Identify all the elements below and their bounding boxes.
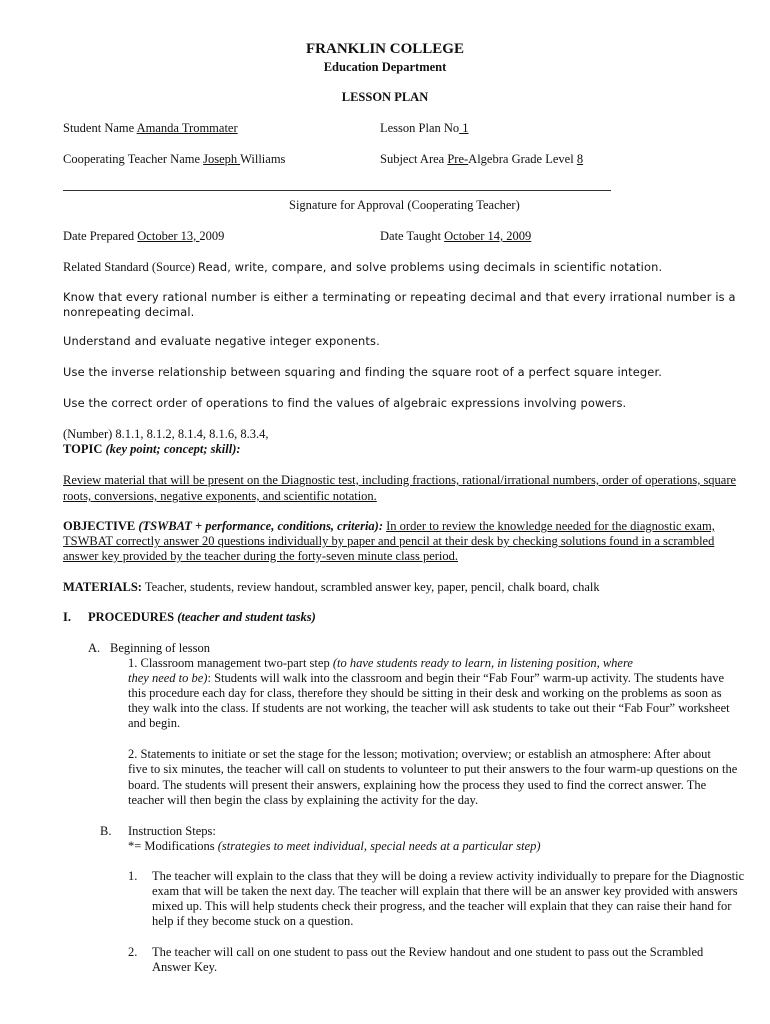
student-name-value: Amanda Trommater — [136, 121, 238, 135]
section-a-title: Beginning of lesson — [110, 641, 210, 655]
a1-line-2-text: : Students will walk into the classroom and begin their “Fab Four” warm-up activity. The students have — [207, 671, 725, 685]
objective-label-italic: (TSWBAT + performance, conditions, criteria): — [138, 519, 387, 533]
grade-level-label: Grade Level — [508, 152, 577, 166]
modifications-line — [128, 838, 541, 854]
b1-line-1: The teacher will explain to the class that they will be doing a review activity individually to prepare for the Diagnostic — [152, 869, 745, 883]
subject-area-prefix: Pre- — [447, 152, 469, 166]
a1-line-1-italic: (to have students ready to learn, in listening position, where — [332, 656, 633, 670]
topic-heading — [63, 441, 241, 457]
related-standard-text: Read, write, compare, and solve problems using decimals in scientific notation. — [198, 260, 663, 274]
document-title: LESSON PLAN — [341, 90, 429, 104]
objective-text-line-2: TSWBAT correctly answer 20 questions individually by paper and pencil at their desk by checking solutions found in a scrambled — [63, 534, 715, 548]
a2-line-2: five to six minutes, the teacher will call on students to volunteer to put their answers to the four warm-up questions on the — [128, 762, 738, 776]
topic-label-italic: (key point; concept; skill): — [105, 442, 241, 456]
subject-area-label: Subject Area — [380, 152, 448, 166]
b1-line-3: mixed up. This will help students check their progress, and the teacher will explain that they can raise their hand for — [152, 899, 732, 913]
cooperating-teacher-line — [63, 151, 285, 167]
date-prepared-line — [63, 228, 224, 244]
standard-item-3: Understand and evaluate negative integer exponents. — [63, 334, 380, 348]
a1-line-1 — [128, 655, 633, 671]
cooperating-teacher-label: Cooperating Teacher Name — [63, 152, 204, 166]
lesson-plan-number-label: Lesson Plan No — [380, 121, 460, 135]
lesson-plan-number-value: 1 — [459, 121, 469, 135]
a1-line-2 — [128, 670, 724, 686]
procedures-label-italic: (teacher and student tasks) — [177, 610, 316, 624]
date-taught-value: October 14, 2009 — [444, 229, 532, 243]
date-prepared-year: 2009 — [199, 229, 225, 243]
grade-level-value: 8 — [576, 152, 584, 166]
standard-item-2-line-1: Know that every rational number is either a terminating or repeating decimal and that every irrational number is a — [63, 290, 736, 304]
student-name-label: Student Name — [63, 121, 137, 135]
b2-number: 2. — [128, 945, 138, 959]
lesson-plan-number-line — [380, 120, 469, 136]
a1-line-2-italic: they need to be) — [128, 671, 208, 685]
objective-heading — [63, 518, 715, 534]
b1-line-2: exam that will be taken the next day. The teacher will explain that there will be an answer key provided with answers — [152, 884, 738, 898]
standard-numbers: (Number) 8.1.1, 8.1.2, 8.1.4, 8.1.6, 8.3.4, — [63, 427, 269, 441]
materials-text: Teacher, students, review handout, scrambled answer key, paper, pencil, chalk board, chalk — [141, 580, 600, 594]
date-taught-line — [380, 228, 531, 244]
a1-line-4: they walk into the class. If students are not working, the teacher will ask students to take out their “Fab Four” worksheet — [128, 701, 730, 715]
objective-text-line-3: answer key provided by the teacher during the forty-seven minute class period. — [63, 549, 459, 563]
section-b-letter: B. — [100, 824, 112, 838]
date-taught-label: Date Taught — [380, 229, 445, 243]
related-standard-line — [63, 258, 662, 276]
section-b-title: Instruction Steps: — [128, 824, 216, 838]
modifications-label: *= Modifications — [128, 839, 218, 853]
b2-line-1: The teacher will call on one student to pass out the Review handout and one student to pass out the Scrambled — [152, 945, 704, 959]
section-a-letter: A. — [88, 641, 101, 655]
standard-item-5: Use the correct order of operations to find the values of algebraic expressions involving powers. — [63, 396, 627, 410]
a2-line-1: 2. Statements to initiate or set the stage for the lesson; motivation; overview; or establish an atmosphere: After about — [128, 747, 711, 761]
date-prepared-label: Date Prepared — [63, 229, 138, 243]
procedures-label: PROCEDURES — [88, 610, 178, 624]
date-prepared-value-underlined: October 13, — [137, 229, 200, 243]
subject-grade-line — [380, 151, 583, 167]
signature-line — [63, 190, 611, 191]
topic-text-line-2: roots, conversions, negative exponents, and scientific notation. — [63, 489, 377, 503]
modifications-italic: (strategies to meet individual, special needs at a particular step) — [217, 839, 541, 853]
a2-line-4: teacher will then begin the class by explaining the activity for the day. — [128, 793, 479, 807]
a1-line-1-text: 1. Classroom management two-part step — [128, 656, 333, 670]
procedures-heading — [88, 609, 316, 625]
college-title: FRANKLIN COLLEGE — [306, 41, 464, 57]
cooperating-teacher-first: Joseph — [203, 152, 241, 166]
topic-text-line-1: Review material that will be present on the Diagnostic test, including fractions, rational/irrational numbers, order of operations, square — [63, 473, 737, 487]
department-title: Education Department — [323, 60, 447, 74]
b1-line-4: help if they become stuck on a question. — [152, 914, 354, 928]
standard-item-4: Use the inverse relationship between squaring and finding the square root of a perfect square integer. — [63, 365, 663, 379]
objective-label: OBJECTIVE — [63, 519, 139, 533]
signature-caption: Signature for Approval (Cooperating Teacher) — [289, 198, 520, 212]
a2-line-3: board. The students will present their answers, explaining how the process they used to find the correct answer. The — [128, 778, 707, 792]
procedures-numeral: I. — [63, 610, 71, 624]
b2-line-2: Answer Key. — [152, 960, 218, 974]
student-name-line — [63, 120, 238, 136]
materials-label: MATERIALS: — [63, 580, 142, 594]
topic-label: TOPIC — [63, 442, 106, 456]
objective-text-line-1: In order to review the knowledge needed for the diagnostic exam, — [386, 519, 715, 533]
b1-number: 1. — [128, 869, 138, 883]
a1-line-5: and begin. — [128, 716, 181, 730]
subject-area-value: Algebra — [468, 152, 509, 166]
related-standard-label: Related Standard (Source) — [63, 260, 199, 274]
materials-line — [63, 579, 600, 595]
standard-item-2-line-2: nonrepeating decimal. — [63, 305, 195, 319]
a1-line-3: this procedure each day for class, therefore they should be sitting in their desk and working on the problems as soon as — [128, 686, 722, 700]
cooperating-teacher-last: Williams — [240, 152, 286, 166]
